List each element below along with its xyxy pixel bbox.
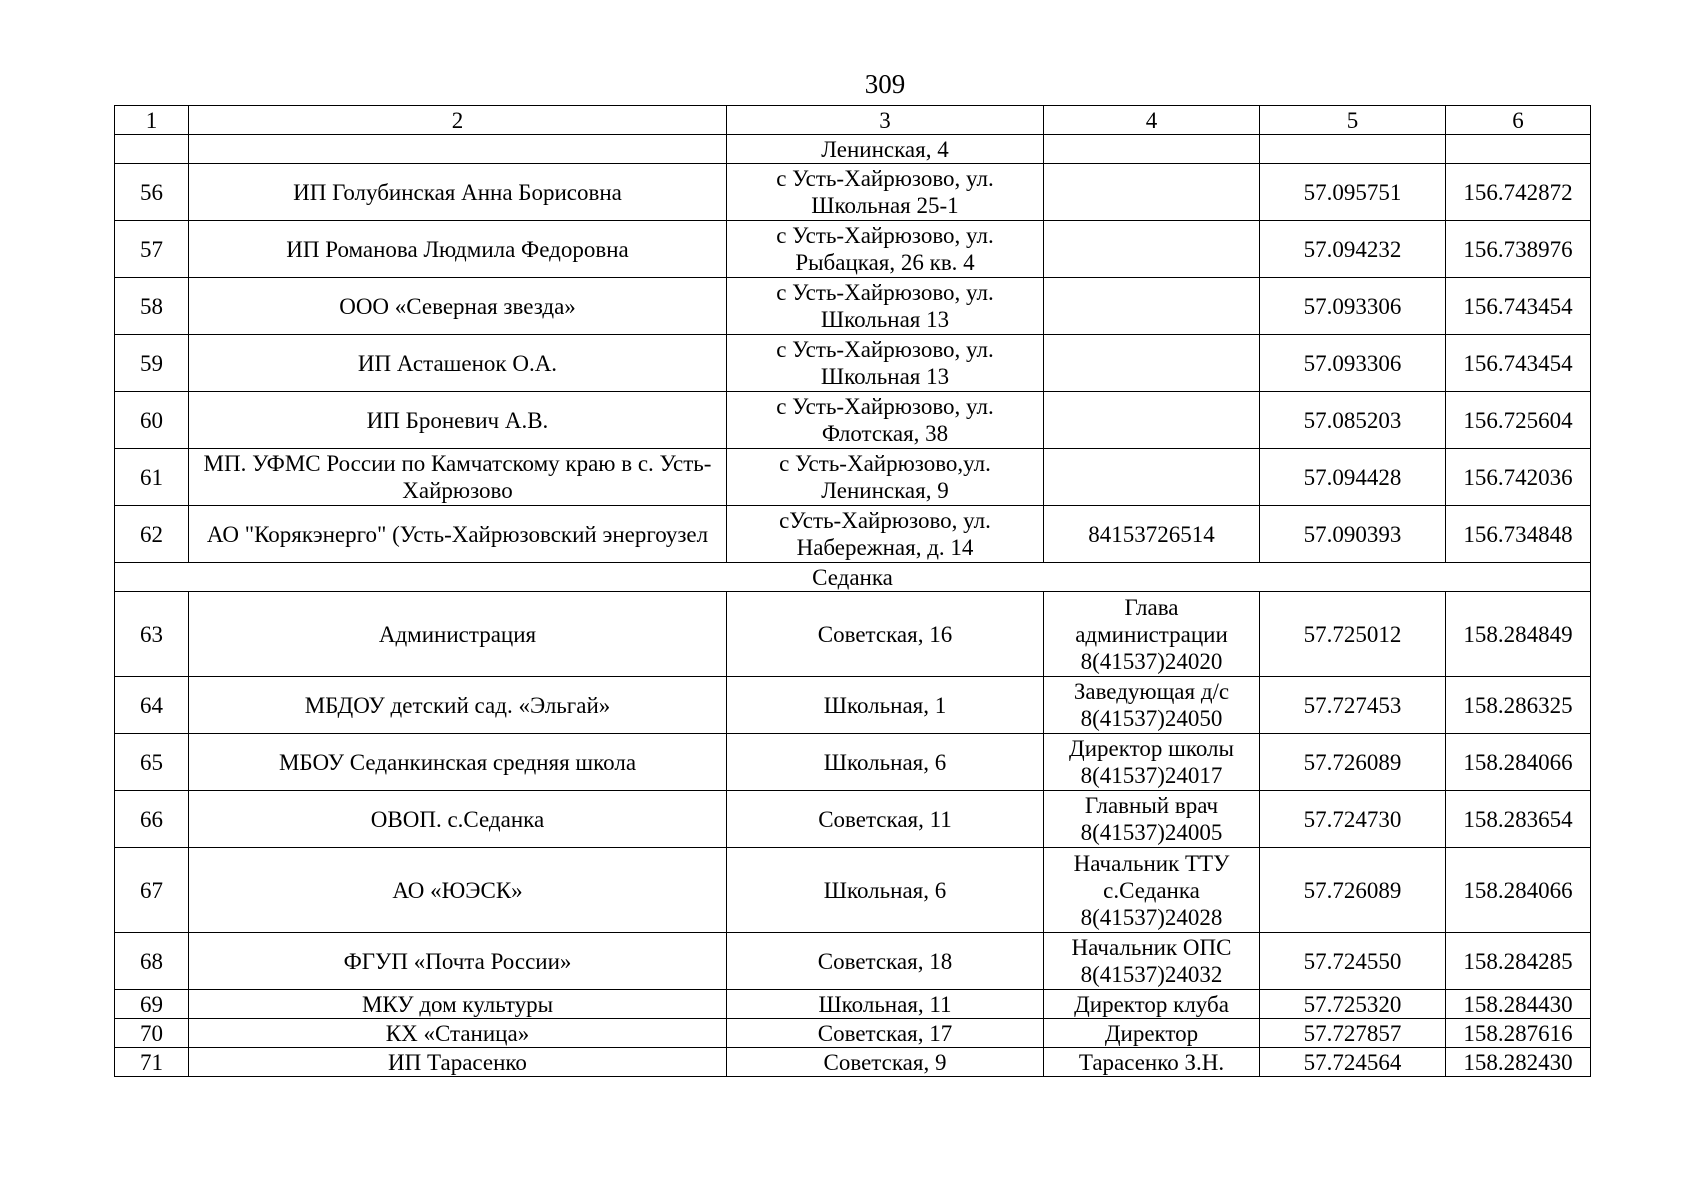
table-row <box>115 164 1591 221</box>
organization-name: ИП Броневич А.В. <box>189 392 727 449</box>
address: с Усть-Хайрюзово,ул. Ленинская, 9 <box>727 449 1044 506</box>
row-number: 59 <box>115 335 189 392</box>
row-number: 67 <box>115 848 189 933</box>
contact: Директор клуба <box>1044 990 1260 1019</box>
row-number: 69 <box>115 990 189 1019</box>
contact: Начальник ТТУ с.Седанка 8(41537)24028 <box>1044 848 1260 933</box>
section-title: Седанка <box>115 563 1591 592</box>
contact: Начальник ОПС 8(41537)24032 <box>1044 933 1260 990</box>
row-number: 56 <box>115 164 189 221</box>
address: Школьная, 1 <box>727 677 1044 734</box>
contact: Глава администрации 8(41537)24020 <box>1044 592 1260 677</box>
latitude: 57.094232 <box>1260 221 1446 278</box>
table-row <box>115 592 1591 677</box>
address: сУсть-Хайрюзово, ул. Набережная, д. 14 <box>727 506 1044 563</box>
table-row <box>115 677 1591 734</box>
contact: Директор <box>1044 1019 1260 1048</box>
latitude: 57.727453 <box>1260 677 1446 734</box>
table-row <box>115 449 1591 506</box>
address: с Усть-Хайрюзово, ул. Школьная 13 <box>727 335 1044 392</box>
column-number: 3 <box>727 106 1044 135</box>
longitude: 156.743454 <box>1446 335 1591 392</box>
latitude: 57.725320 <box>1260 990 1446 1019</box>
row-number: 64 <box>115 677 189 734</box>
contact <box>1044 221 1260 278</box>
organization-name: МП. УФМС России по Камчатскому краю в с. Усть-Хайрюзово <box>189 449 727 506</box>
organization-name: МКУ дом культуры <box>189 990 727 1019</box>
organization-name <box>189 135 727 164</box>
column-number: 4 <box>1044 106 1260 135</box>
address: Школьная, 6 <box>727 734 1044 791</box>
longitude: 158.284430 <box>1446 990 1591 1019</box>
longitude: 158.284066 <box>1446 734 1591 791</box>
organization-name: МБДОУ детский сад. «Эльгай» <box>189 677 727 734</box>
address: Школьная, 11 <box>727 990 1044 1019</box>
latitude: 57.727857 <box>1260 1019 1446 1048</box>
longitude: 156.742036 <box>1446 449 1591 506</box>
table-row <box>115 933 1591 990</box>
table-row <box>115 221 1591 278</box>
organization-name: ОВОП. с.Седанка <box>189 791 727 848</box>
column-number: 6 <box>1446 106 1591 135</box>
row-number: 63 <box>115 592 189 677</box>
latitude: 57.095751 <box>1260 164 1446 221</box>
contact <box>1044 392 1260 449</box>
column-number: 2 <box>189 106 727 135</box>
row-number: 60 <box>115 392 189 449</box>
organization-name: ИП Тарасенко <box>189 1048 727 1077</box>
organization-name: ООО «Северная звезда» <box>189 278 727 335</box>
address: Советская, 11 <box>727 791 1044 848</box>
address: с Усть-Хайрюзово, ул. Школьная 13 <box>727 278 1044 335</box>
organization-name: ИП Голубинская Анна Борисовна <box>189 164 727 221</box>
longitude: 156.734848 <box>1446 506 1591 563</box>
contact: 84153726514 <box>1044 506 1260 563</box>
latitude: 57.724564 <box>1260 1048 1446 1077</box>
table-row <box>115 392 1591 449</box>
column-number: 1 <box>115 106 189 135</box>
row-number: 68 <box>115 933 189 990</box>
contact <box>1044 335 1260 392</box>
row-number: 65 <box>115 734 189 791</box>
table-row <box>115 990 1591 1019</box>
longitude: 156.743454 <box>1446 278 1591 335</box>
organization-name: ИП Асташенок О.А. <box>189 335 727 392</box>
address: с Усть-Хайрюзово, ул. Школьная 25-1 <box>727 164 1044 221</box>
organization-name: АО "Корякэнерго" (Усть-Хайрюзовский энергоузел <box>189 506 727 563</box>
latitude: 57.090393 <box>1260 506 1446 563</box>
longitude: 158.286325 <box>1446 677 1591 734</box>
contact <box>1044 135 1260 164</box>
table-row <box>115 848 1591 933</box>
table-row <box>115 335 1591 392</box>
row-number: 61 <box>115 449 189 506</box>
address: Ленинская, 4 <box>727 135 1044 164</box>
table-row <box>115 1019 1591 1048</box>
latitude: 57.085203 <box>1260 392 1446 449</box>
row-number: 62 <box>115 506 189 563</box>
longitude <box>1446 135 1591 164</box>
column-number-row <box>115 106 1591 135</box>
table-row <box>115 278 1591 335</box>
latitude <box>1260 135 1446 164</box>
latitude: 57.093306 <box>1260 278 1446 335</box>
latitude: 57.093306 <box>1260 335 1446 392</box>
contact: Заведующая д/с 8(41537)24050 <box>1044 677 1260 734</box>
longitude: 156.742872 <box>1446 164 1591 221</box>
organization-name: Администрация <box>189 592 727 677</box>
address: Советская, 17 <box>727 1019 1044 1048</box>
table-row <box>115 135 1591 164</box>
longitude: 158.284066 <box>1446 848 1591 933</box>
organization-name: ИП Романова Людмила Федоровна <box>189 221 727 278</box>
address: с Усть-Хайрюзово, ул. Рыбацкая, 26 кв. 4 <box>727 221 1044 278</box>
address: Советская, 16 <box>727 592 1044 677</box>
section-row <box>115 563 1591 592</box>
contact: Директор школы 8(41537)24017 <box>1044 734 1260 791</box>
address: Советская, 18 <box>727 933 1044 990</box>
row-number: 58 <box>115 278 189 335</box>
row-number: 66 <box>115 791 189 848</box>
row-number: 70 <box>115 1019 189 1048</box>
longitude: 158.287616 <box>1446 1019 1591 1048</box>
row-number: 71 <box>115 1048 189 1077</box>
longitude: 158.284849 <box>1446 592 1591 677</box>
address: Советская, 9 <box>727 1048 1044 1077</box>
address: Школьная, 6 <box>727 848 1044 933</box>
contact: Тарасенко З.Н. <box>1044 1048 1260 1077</box>
column-number: 5 <box>1260 106 1446 135</box>
organization-name: КХ «Станица» <box>189 1019 727 1048</box>
longitude: 156.738976 <box>1446 221 1591 278</box>
latitude: 57.724550 <box>1260 933 1446 990</box>
table-row <box>115 734 1591 791</box>
latitude: 57.725012 <box>1260 592 1446 677</box>
longitude: 158.284285 <box>1446 933 1591 990</box>
contact: Главный врач 8(41537)24005 <box>1044 791 1260 848</box>
contact <box>1044 278 1260 335</box>
registry-table <box>114 105 1591 1077</box>
latitude: 57.726089 <box>1260 848 1446 933</box>
longitude: 158.282430 <box>1446 1048 1591 1077</box>
address: с Усть-Хайрюзово, ул. Флотская, 38 <box>727 392 1044 449</box>
row-number <box>115 135 189 164</box>
longitude: 156.725604 <box>1446 392 1591 449</box>
organization-name: МБОУ Седанкинская средняя школа <box>189 734 727 791</box>
latitude: 57.724730 <box>1260 791 1446 848</box>
contact <box>1044 164 1260 221</box>
longitude: 158.283654 <box>1446 791 1591 848</box>
table-row <box>115 791 1591 848</box>
organization-name: ФГУП «Почта России» <box>189 933 727 990</box>
row-number: 57 <box>115 221 189 278</box>
contact <box>1044 449 1260 506</box>
latitude: 57.094428 <box>1260 449 1446 506</box>
latitude: 57.726089 <box>1260 734 1446 791</box>
table-row <box>115 1048 1591 1077</box>
organization-name: АО «ЮЭСК» <box>189 848 727 933</box>
page-number: 309 <box>864 69 906 99</box>
table-row <box>115 506 1591 563</box>
